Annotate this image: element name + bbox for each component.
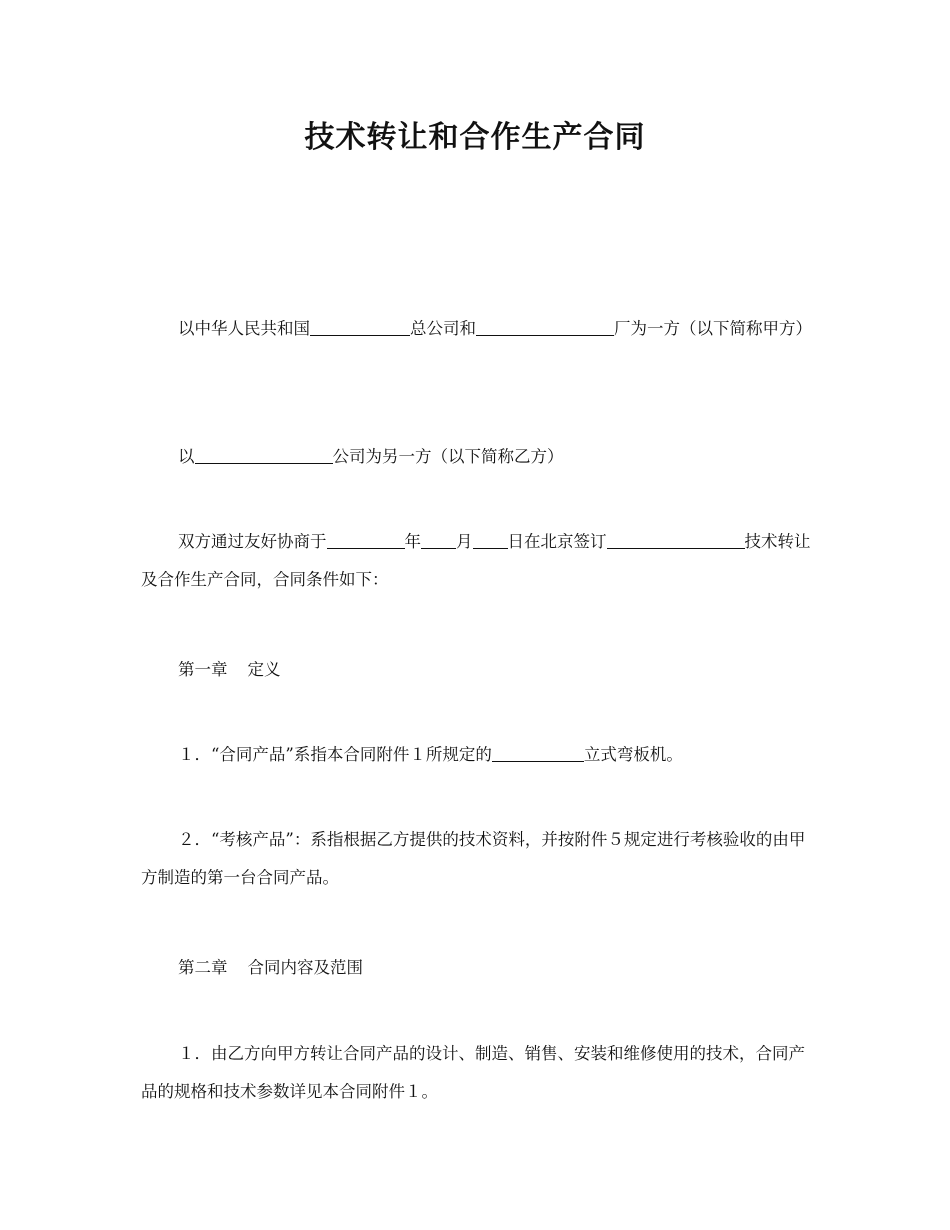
item-1-text-2: 立式弯板机。 (583, 745, 683, 764)
signing-text-1: 双方通过友好协商于 (178, 532, 327, 551)
chapter-2-number: 第二章 (178, 958, 228, 977)
blank-field (195, 447, 333, 464)
party-a-paragraph (141, 310, 813, 348)
blank-field (473, 532, 508, 549)
chapter-2-heading (141, 949, 813, 987)
blank-field (492, 745, 584, 762)
signing-text-2: 技术转让及合作生产合同，合同条件如下： (141, 532, 811, 589)
blank-field (607, 532, 745, 549)
chapter-1-heading (141, 651, 813, 689)
party-a-text-3: 厂为一方（以下简称甲方） (614, 319, 812, 338)
signing-text-year: 年 (404, 532, 421, 551)
chapter-2-title: 合同内容及范围 (247, 958, 363, 977)
party-b-paragraph (141, 438, 813, 476)
signing-paragraph (141, 523, 813, 599)
signing-text-day: 日在北京签订 (507, 532, 607, 551)
party-a-text-2: 总公司和 (410, 319, 476, 338)
blank-field (310, 319, 410, 336)
party-b-text-1: 以 (178, 447, 195, 466)
chapter-1-item-2: ２．“考核产品”：系指根据乙方提供的技术资料，并按附件５规定进行考核验收的由甲方制造的第一台合同产品。 (141, 830, 806, 887)
blank-field (476, 319, 614, 336)
chapter-2-item-1: １．由乙方向甲方转让合同产品的设计、制造、销售、安装和维修使用的技术，合同产品的规格和技术参数详见本合同附件１。 (141, 1044, 805, 1101)
signing-text-month: 月 (456, 532, 473, 551)
party-b-text-2: 公司为另一方（以下简称乙方） (332, 447, 564, 466)
document-title: 技术转让和合作生产合同 (304, 120, 646, 155)
blank-field (421, 532, 456, 549)
item-1-text-1: １．“合同产品”系指本合同附件１所规定的 (178, 745, 492, 764)
chapter-1-item-1 (141, 736, 813, 774)
chapter-1-title: 定义 (247, 660, 281, 679)
blank-field (327, 532, 405, 549)
chapter-1-number: 第一章 (178, 660, 228, 679)
party-a-text-1: 以中华人民共和国 (178, 319, 310, 338)
